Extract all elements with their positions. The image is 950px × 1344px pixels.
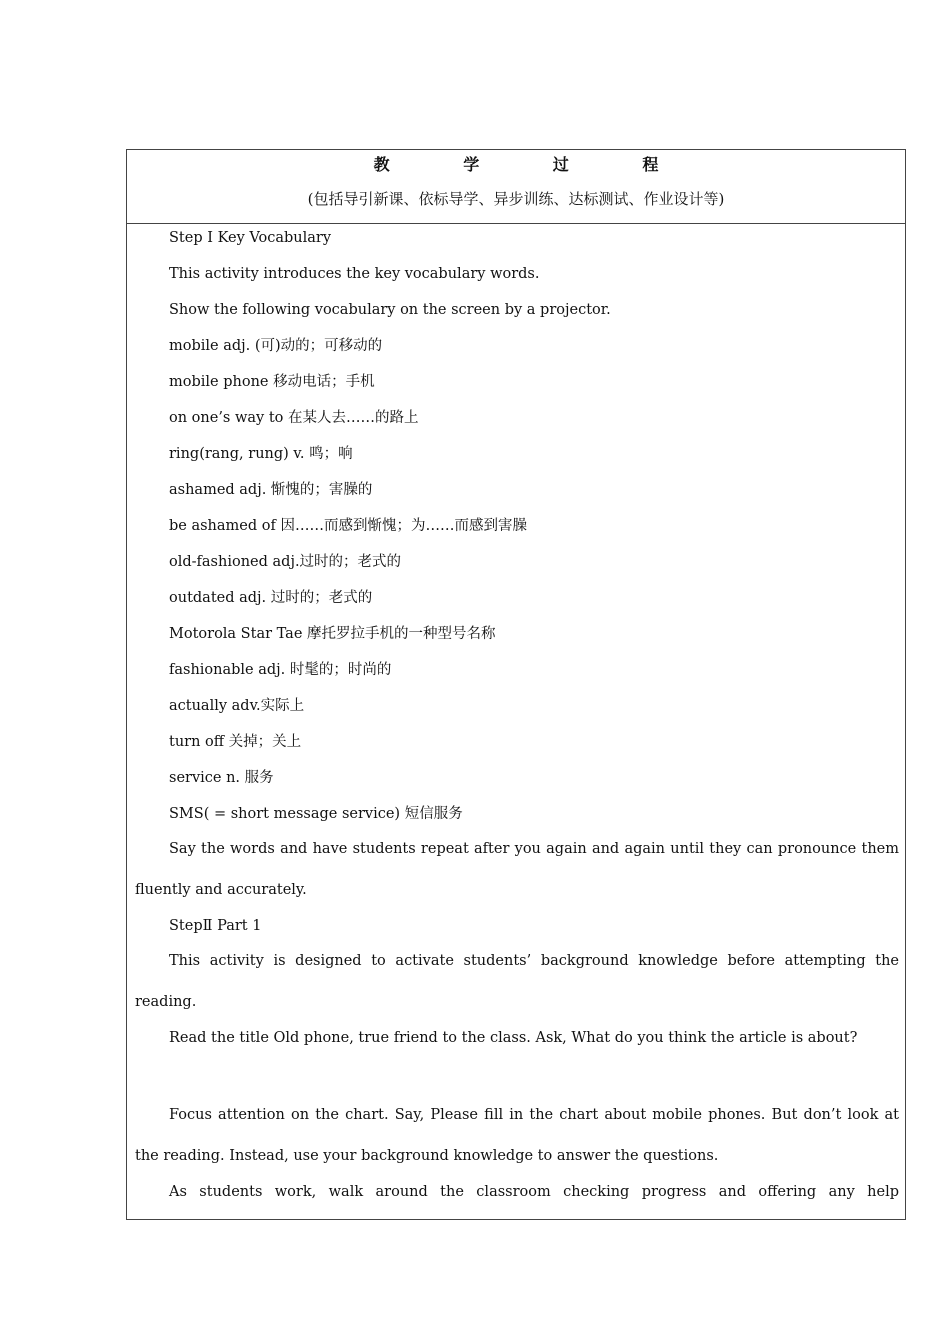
paragraph-activate: This activity is designed to activate students’ background knowledge before attempting the reading. xyxy=(135,953,899,1010)
vocab-item: on one’s way to 在某人去……的路上 xyxy=(169,410,419,426)
vocab-item: Motorola Star Tae 摩托罗拉手机的一种型号名称 xyxy=(169,626,496,642)
section-subtitle: (包括导引新课、依标导学、异步训练、达标测试、作业设计等) xyxy=(307,190,725,208)
section-title: 教 学 过 程 xyxy=(373,155,693,174)
paragraph-repeat: Say the words and have students repeat after you again and again until they can pronounce them fluently and accurately. xyxy=(135,841,899,898)
step-1-heading: Step I Key Vocabulary xyxy=(169,230,332,246)
vocab-item: service n. 服务 xyxy=(169,770,274,786)
vocab-item: fashionable adj. 时髦的；时尚的 xyxy=(169,662,392,678)
vocab-item: ring(rang, rung) v. 鸣；响 xyxy=(169,446,353,462)
text-line: This activity introduces the key vocabulary words. xyxy=(169,266,540,282)
vocab-item: be ashamed of 因……而感到惭愧；为……而感到害臊 xyxy=(169,518,527,534)
vocab-item: turn off 关掉；关上 xyxy=(169,734,302,750)
vocab-item: old-fashioned adj.过时的；老式的 xyxy=(169,554,402,570)
vocab-item: SMS( = short message service) 短信服务 xyxy=(169,806,463,822)
vocab-item: actually adv.实际上 xyxy=(169,698,305,714)
text-line: Show the following vocabulary on the screen by a projector. xyxy=(169,302,611,318)
paragraph-title: Read the title Old phone, true friend to the class. Ask, What do you think the article is about? xyxy=(169,1030,858,1046)
step-2-heading: StepⅡ Part 1 xyxy=(169,918,262,934)
table-header xyxy=(127,150,905,224)
paragraph-walk: As students work, walk around the classroom checking progress and offering any help xyxy=(169,1184,899,1200)
vocab-item: mobile adj. (可)动的；可移动的 xyxy=(169,338,383,354)
vocab-item: outdated adj. 过时的；老式的 xyxy=(169,590,373,606)
lesson-plan-table xyxy=(126,149,906,1220)
paragraph-chart: Focus attention on the chart. Say, Please fill in the chart about mobile phones. But don’t look at the reading. Instead, use your background knowledge to answer the questions. xyxy=(135,1107,899,1164)
vocab-item: mobile phone 移动电话；手机 xyxy=(169,374,375,390)
vocab-item: ashamed adj. 惭愧的；害臊的 xyxy=(169,482,373,498)
